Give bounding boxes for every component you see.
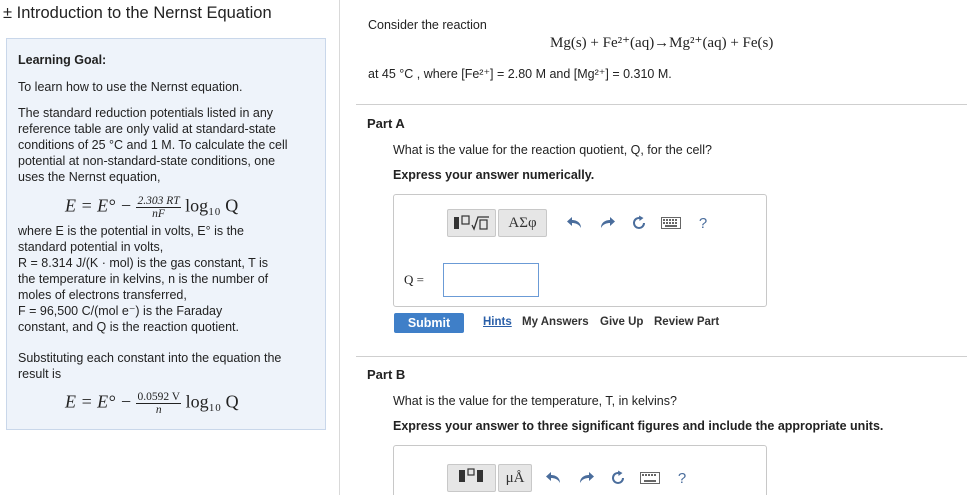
equation-rhs: log₁₀ Q [185, 391, 239, 412]
q-answer-input[interactable] [443, 263, 539, 297]
submit-button[interactable]: Submit [394, 313, 464, 333]
help-icon[interactable]: ? [677, 469, 687, 487]
my-answers-link[interactable]: My Answers [522, 316, 589, 328]
constant-definitions [18, 223, 268, 335]
text-line: constant, and Q is the reaction quotient. [18, 320, 239, 334]
goal-intro: To learn how to use the Nernst equation. [18, 80, 243, 94]
undo-icon[interactable] [559, 209, 591, 237]
problem-panel [341, 0, 967, 495]
intro-panel [0, 0, 340, 495]
help-icon[interactable]: ? [698, 214, 708, 232]
nernst-equation [65, 195, 238, 220]
give-up-link[interactable]: Give Up [600, 316, 644, 328]
equation-fraction [136, 195, 180, 220]
problem-intro: Consider the reaction [368, 18, 487, 32]
reset-icon[interactable] [602, 464, 634, 492]
templates-icon [453, 214, 491, 232]
learning-goal-box [6, 38, 326, 430]
part-a-title: Part A [367, 116, 405, 131]
text-line: the temperature in kelvins, n is the number of [18, 272, 269, 286]
redo-icon[interactable] [570, 464, 602, 492]
page-title: ± Introduction to the Nernst Equation [3, 4, 272, 22]
part-a-question: What is the value for the reaction quotient, Q, for the cell? [393, 143, 712, 157]
text-line: where E is the potential in volts, E° is the [18, 224, 244, 238]
fraction-denominator: n [155, 404, 162, 416]
part-b-question: What is the value for the temperature, T, in kelvins? [393, 394, 677, 408]
text-line: reference table are only valid at standard-state [18, 122, 276, 136]
text-line: R = 8.314 J/(K · mol) is the gas constant, T is [18, 256, 268, 270]
templates-button[interactable] [447, 464, 496, 492]
keyboard-icon[interactable] [634, 464, 666, 492]
text-line: Substituting each constant into the equation the [18, 351, 282, 365]
equation-lhs: E = E° − [65, 391, 132, 412]
text-line: F = 96,500 C/(mol e⁻) is the Faraday [18, 304, 223, 318]
text-line: uses the Nernst equation, [18, 170, 161, 184]
review-part-link[interactable]: Review Part [654, 316, 720, 328]
equation-rhs: log₁₀ Q [185, 195, 239, 216]
divider [356, 104, 967, 105]
greek-symbols-button[interactable]: AΣφ [498, 209, 547, 237]
text-line: standard potential in volts, [18, 240, 164, 254]
part-b-answer-box [393, 445, 767, 495]
part-a-answer-box [393, 194, 767, 307]
templates-button[interactable] [447, 209, 496, 237]
text-line: conditions of 25 °C and 1 M. To calculate the cell [18, 138, 288, 152]
templates-icon [457, 467, 487, 490]
math-toolbar [447, 464, 698, 492]
nernst-equation-simplified [65, 391, 239, 416]
text-line: moles of electrons transferred, [18, 288, 187, 302]
text-line: The standard reduction potentials listed in any [18, 106, 274, 120]
units-button[interactable]: μÅ [498, 464, 532, 492]
equation-fraction [136, 391, 181, 416]
part-b-title: Part B [367, 367, 406, 382]
part-b-instruction: Express your answer to three significant figures and include the appropriate units. [393, 419, 884, 433]
reaction-equation: Mg(s) + Fe²⁺(aq)→Mg²⁺(aq) + Fe(s) [550, 35, 774, 51]
q-label: Q = [404, 272, 424, 287]
goal-paragraph-1 [18, 105, 288, 185]
hints-link[interactable]: Hints [483, 316, 512, 328]
math-toolbar [447, 209, 719, 237]
redo-icon[interactable] [591, 209, 623, 237]
fraction-denominator: nF [152, 208, 165, 220]
part-a-instruction: Express your answer numerically. [393, 168, 595, 182]
undo-icon[interactable] [538, 464, 570, 492]
divider [356, 356, 967, 357]
goal-paragraph-2 [18, 350, 281, 382]
fraction-numerator: 2.303 RT [137, 195, 180, 207]
text-line: potential at non-standard-state conditions, one [18, 154, 276, 168]
reaction-conditions: at 45 °C , where [Fe²⁺] = 2.80 M and [Mg²⁺] = 0.310 M. [368, 67, 672, 81]
equation-lhs: E = E° − [65, 195, 132, 216]
fraction-numerator: 0.0592 V [137, 391, 181, 403]
reset-icon[interactable] [623, 209, 655, 237]
text-line: result is [18, 367, 62, 381]
keyboard-icon[interactable] [655, 209, 687, 237]
learning-goal-heading: Learning Goal: [18, 53, 107, 67]
